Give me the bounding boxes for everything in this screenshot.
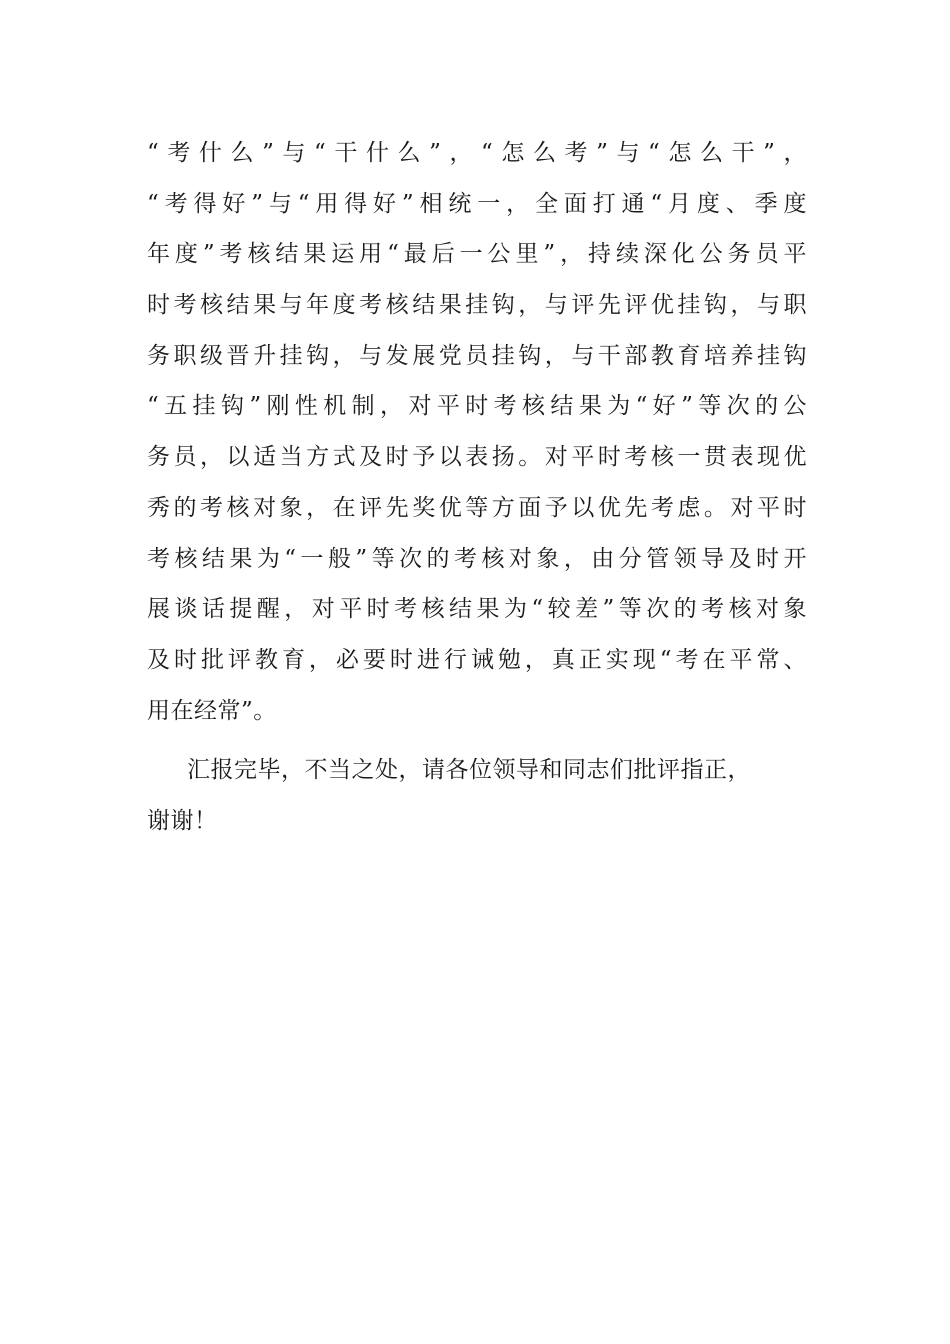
- paragraph-line: 年度”考核结果运用“最后一公里”，持续深化公务员平: [147, 241, 807, 268]
- paragraph-line: 务员，以适当方式及时予以表扬。对平时考核一贯表现优: [147, 444, 807, 471]
- paragraph-line: 考核结果为“一般”等次的考核对象，由分管领导及时开: [147, 545, 807, 572]
- paragraph-line: 用在经常”。: [147, 697, 277, 724]
- paragraph-line: 及时批评教育，必要时进行诫勉，真正实现“考在平常、: [147, 646, 807, 673]
- paragraph-line: “考得好”与“用得好”相统一，全面打通“月度、季度: [147, 190, 807, 217]
- paragraph-closing-mechanism: [147, 128, 807, 736]
- paragraph-line: 秀的考核对象，在评先奖优等方面予以优先考虑。对平时: [147, 494, 807, 521]
- paragraph-line: 时考核结果与年度考核结果挂钩，与评先评优挂钩，与职: [147, 292, 807, 319]
- paragraph-spacer: [147, 736, 807, 745]
- paragraph-line: “考什么”与“干什么”，“怎么考”与“怎么干”，: [147, 140, 807, 166]
- paragraph-closing-remarks: [147, 745, 807, 846]
- document-body: [147, 128, 807, 847]
- paragraph-line: 汇报完毕，不当之处，请各位领导和同志们批评指正，: [187, 757, 751, 784]
- paragraph-line: 谢谢！: [147, 807, 218, 834]
- paragraph-line: 务职级晋升挂钩，与发展党员挂钩，与干部教育培养挂钩: [147, 342, 807, 369]
- paragraph-line: “五挂钩”刚性机制，对平时考核结果为“好”等次的公: [147, 393, 807, 420]
- paragraph-line: 展谈话提醒，对平时考核结果为“较差”等次的考核对象: [147, 596, 807, 623]
